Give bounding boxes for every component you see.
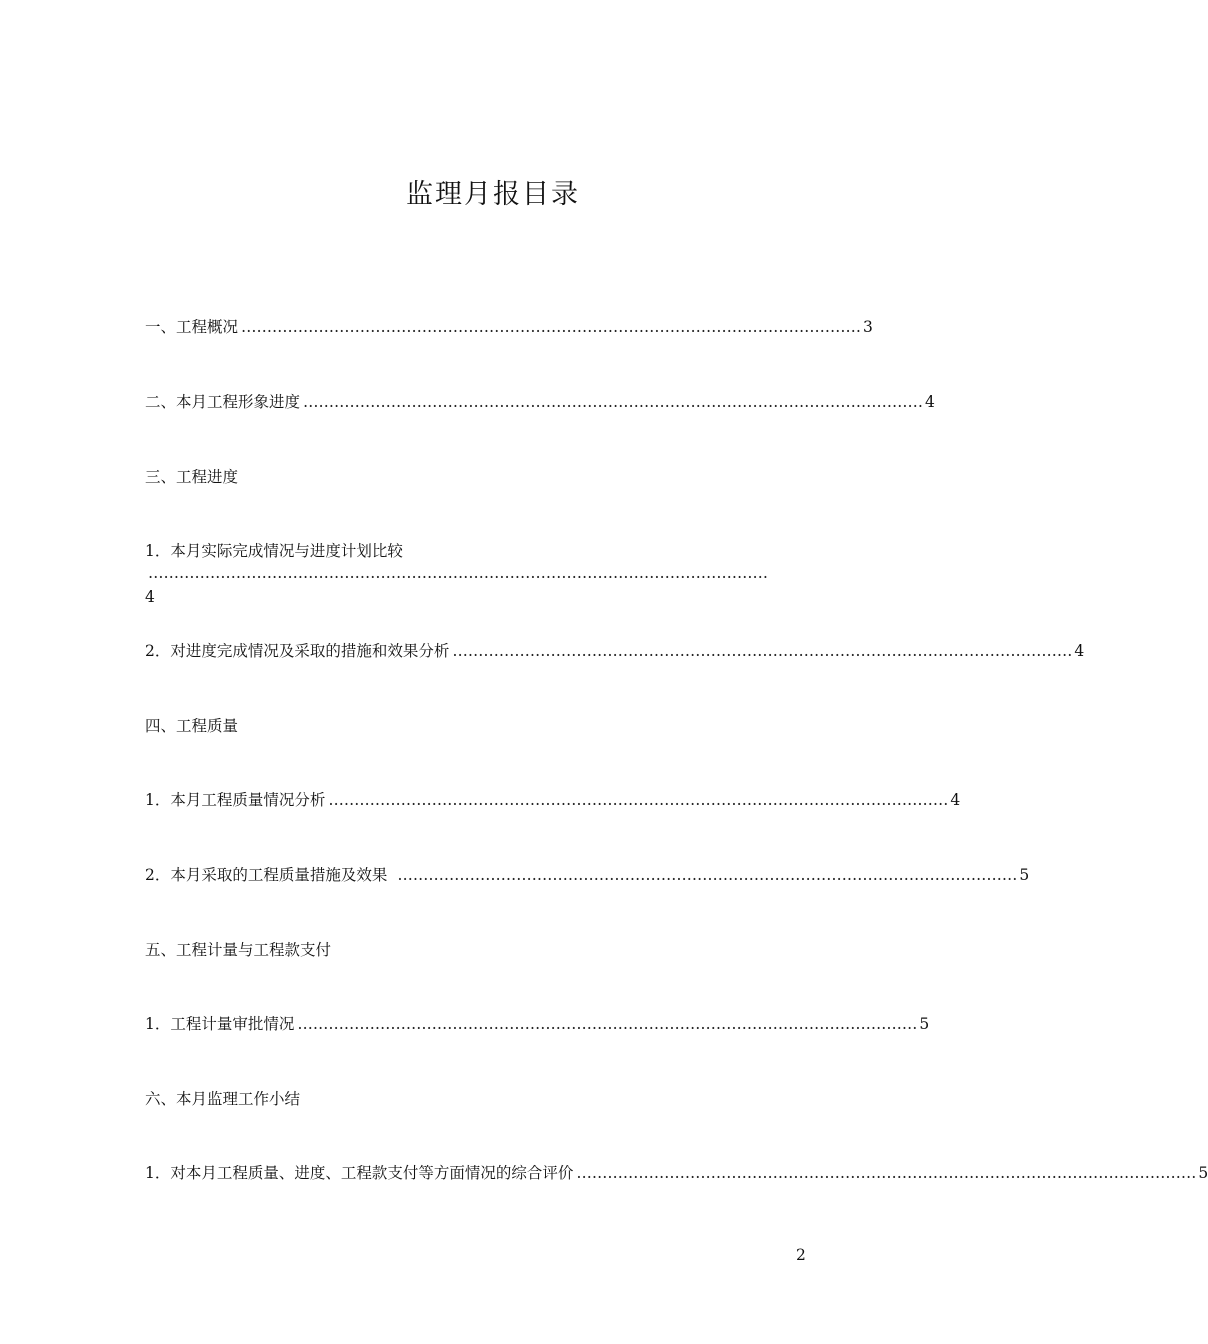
dot-leader: ………………………………………………………………………………………………………… (297, 1015, 918, 1033)
toc-entry-label: 1．本月工程质量情况分析 (145, 791, 326, 809)
toc-entry-label: 1．对本月工程质量、进度、工程款支付等方面情况的综合评价 (145, 1164, 574, 1182)
toc-section-heading (145, 939, 807, 961)
toc-entry-page: 4 (145, 588, 155, 606)
toc-entry-5-1[interactable] (145, 1013, 930, 1035)
toc-entry-page: 5 (919, 1015, 930, 1033)
dot-leader: ………………………………………………………………………………………………………… (303, 393, 924, 411)
toc-entry-label: 四、工程质量 (145, 717, 239, 735)
toc-entry-label: 2．本月采取的工程质量措施及效果 (145, 866, 388, 884)
toc-entry-label: 五、工程计量与工程款支付 (145, 941, 332, 959)
toc-entry-page: 3 (863, 318, 873, 336)
dot-leader: ………………………………………………………………………………………………………… (576, 1164, 1197, 1182)
toc-entry-page: 5 (1019, 866, 1030, 884)
toc-entry-label: 2．对进度完成情况及采取的措施和效果分析 (145, 642, 450, 660)
toc-entry-label: 二、本月工程形象进度 (145, 393, 301, 411)
toc-entry-label: 1．本月实际完成情况与进度计划比较 (145, 542, 403, 560)
toc-entry-label: 三、工程进度 (145, 468, 239, 486)
toc-section-heading (145, 1088, 807, 1110)
toc-entry-3-1[interactable] (145, 540, 807, 608)
page-title: 监理月报目录 (406, 179, 580, 210)
toc-entry-1[interactable] (145, 316, 873, 338)
toc-entry-4-2[interactable] (145, 864, 1030, 886)
dot-leader: ………………………………………………………………………………………………………… (148, 564, 768, 582)
toc-entry-page: 4 (925, 393, 935, 411)
toc-entry-label: 一、工程概况 (145, 318, 239, 336)
toc-section-heading (145, 715, 807, 737)
toc-entry-label: 1．工程计量审批情况 (145, 1015, 295, 1033)
toc-entry-page: 5 (1198, 1164, 1208, 1182)
toc-entry-4-1[interactable] (145, 789, 961, 811)
toc-entry-page: 4 (950, 791, 961, 809)
toc-entry-6-1[interactable] (145, 1162, 1208, 1184)
dot-leader: ………………………………………………………………………………………………………… (452, 642, 1073, 660)
page-number: 2 (796, 1246, 806, 1264)
toc-entry-page: 4 (1074, 642, 1085, 660)
toc-entry-3-2[interactable] (145, 640, 1085, 662)
dot-leader: ………………………………………………………………………………………………………… (241, 318, 862, 336)
toc-entry-2[interactable] (145, 391, 935, 413)
dot-leader: ………………………………………………………………………………………………………… (328, 791, 949, 809)
toc-entry-label: 六、本月监理工作小结 (145, 1090, 301, 1108)
dot-leader: ………………………………………………………………………………………………………… (397, 866, 1018, 884)
toc-section-heading (145, 466, 807, 488)
